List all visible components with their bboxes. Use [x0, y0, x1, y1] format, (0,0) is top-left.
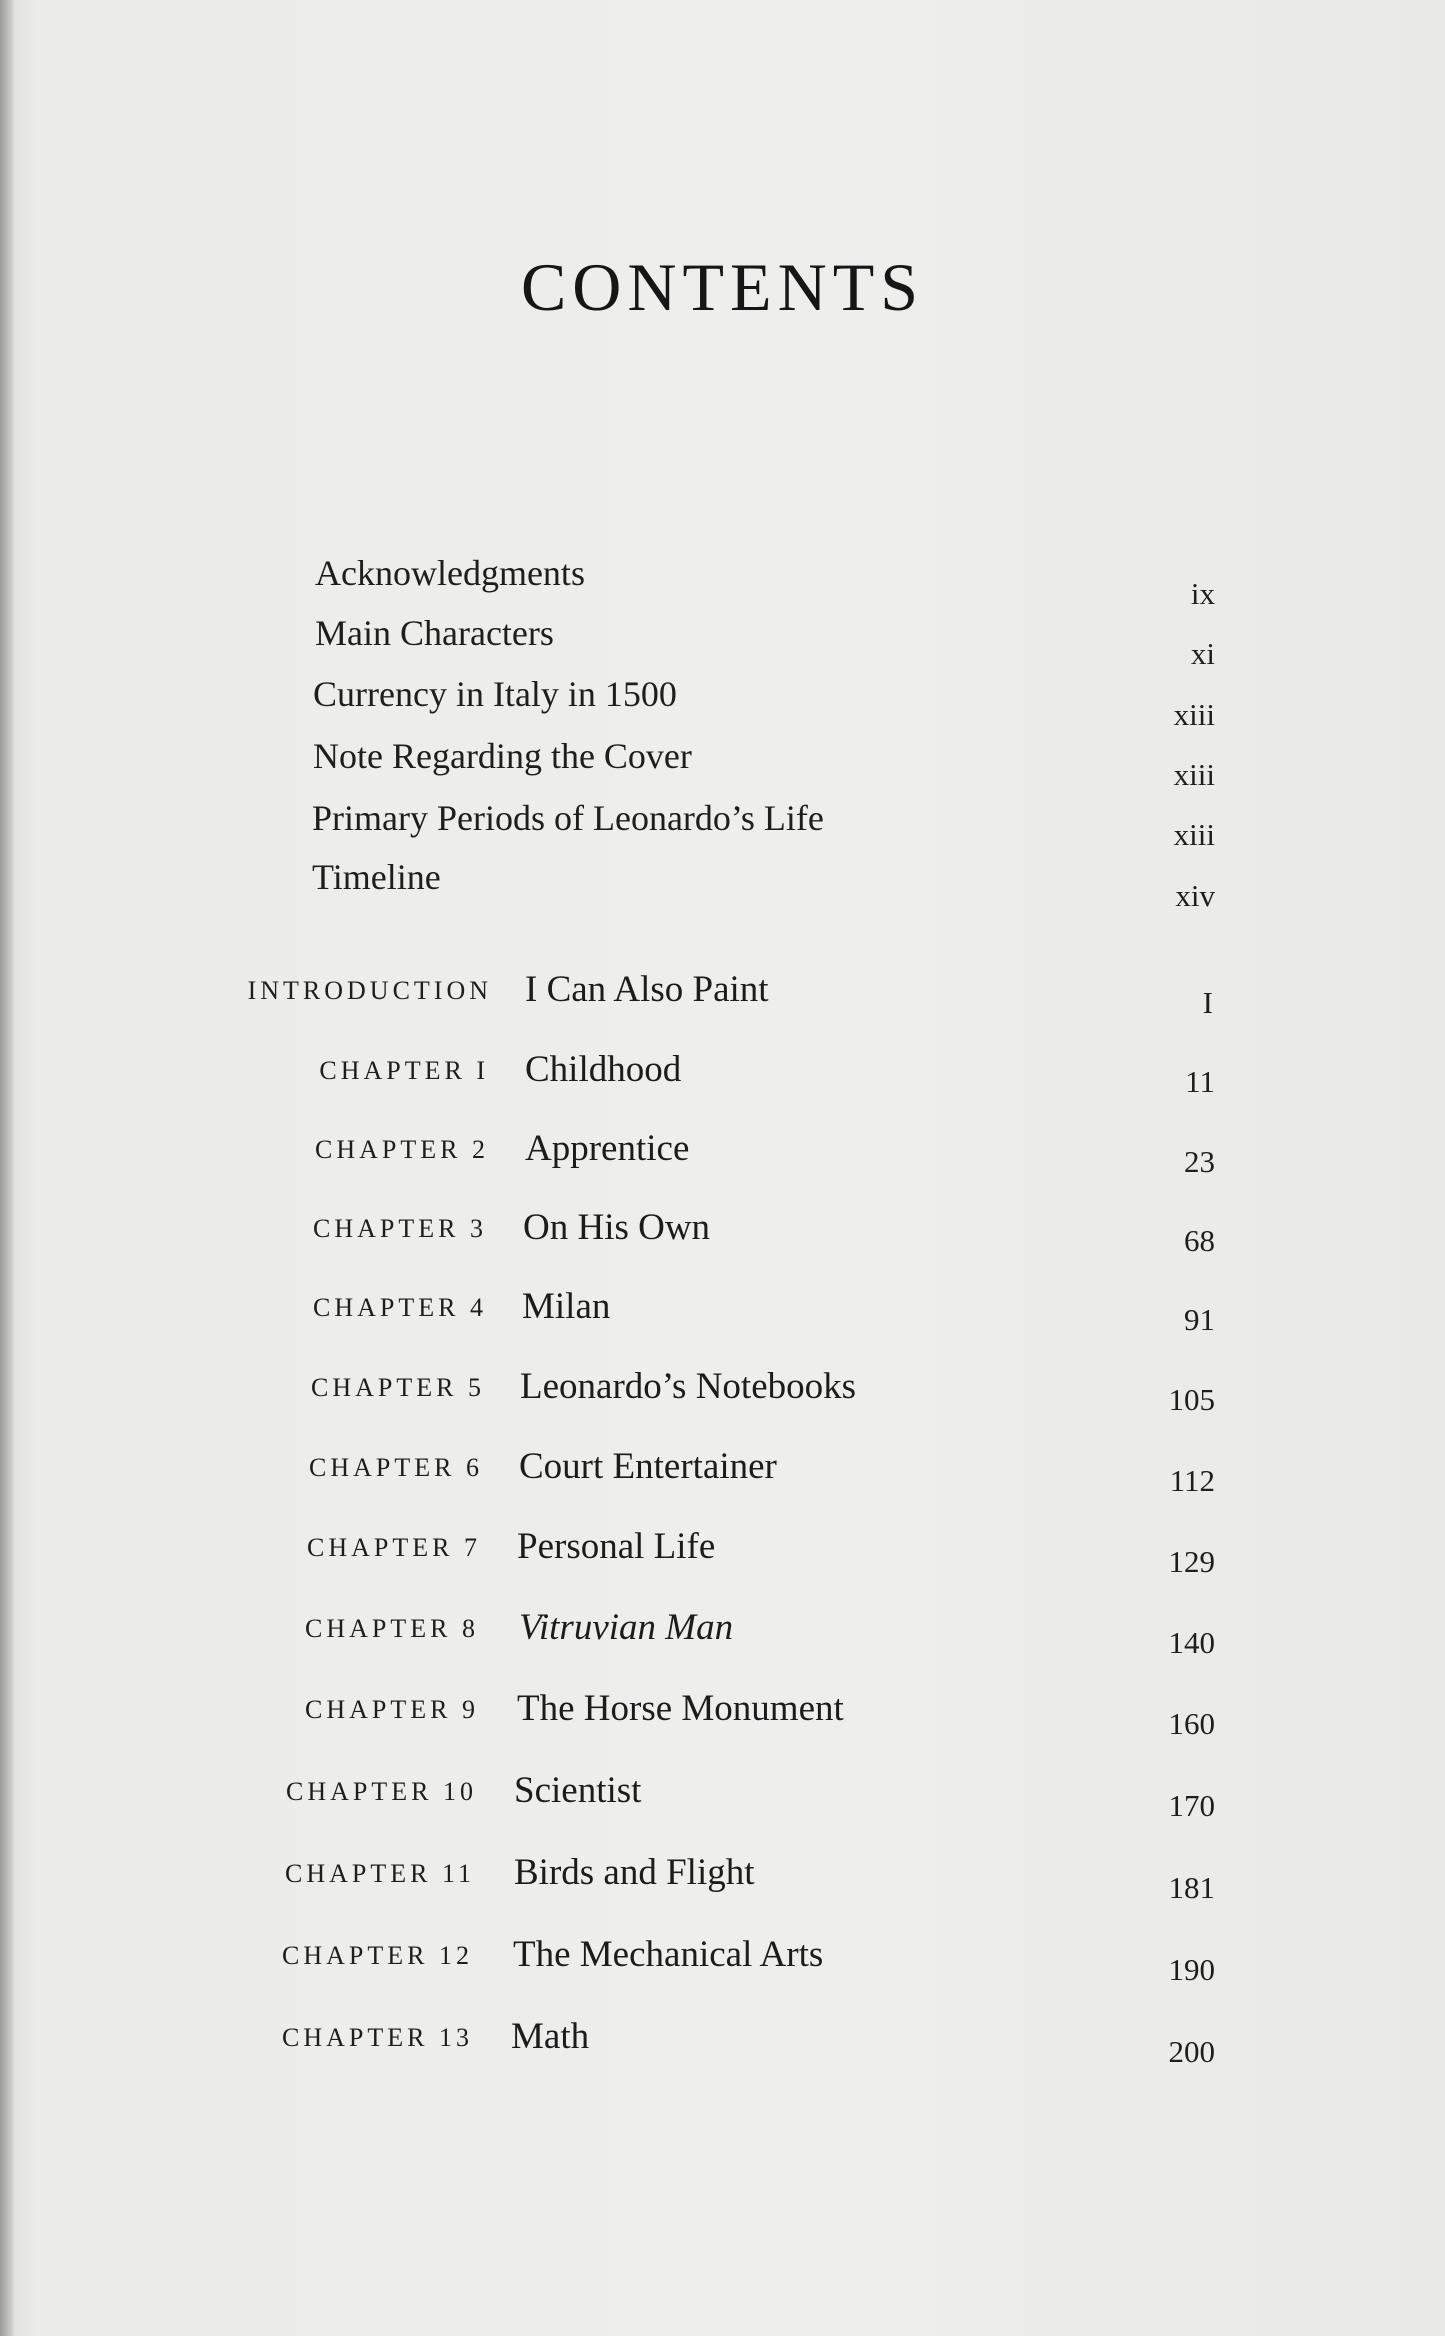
- chapter-title: Personal Life: [517, 1526, 716, 1567]
- chapter-title: Scientist: [514, 1770, 642, 1811]
- chapter-label: CHAPTER 7: [307, 1533, 481, 1562]
- chapter-title: Math: [511, 2016, 590, 2057]
- chapter-label: CHAPTER 8: [305, 1614, 479, 1643]
- chapter-page: 68: [1184, 1223, 1215, 1258]
- chapter-title: Birds and Flight: [514, 1852, 755, 1893]
- front-matter-page: xiii: [1173, 817, 1215, 852]
- page-gutter-shadow: [0, 0, 14, 2336]
- chapter-label: CHAPTER I: [319, 1056, 489, 1085]
- chapter-label: CHAPTER 12: [282, 1941, 473, 1970]
- front-matter-title: Primary Periods of Leonardo’s Life: [312, 798, 824, 838]
- front-matter-page: ix: [1190, 576, 1215, 611]
- chapter-page: 91: [1184, 1302, 1215, 1337]
- chapter-page: 140: [1168, 1625, 1215, 1660]
- chapter-page: 170: [1168, 1788, 1215, 1823]
- chapter-label: CHAPTER 10: [286, 1777, 477, 1806]
- front-matter-title: Note Regarding the Cover: [313, 736, 692, 776]
- chapter-page: 11: [1185, 1064, 1215, 1099]
- front-matter-page: xiv: [1175, 878, 1215, 913]
- front-matter-title: Main Characters: [315, 613, 554, 653]
- chapter-label: CHAPTER 3: [313, 1214, 487, 1243]
- chapter-label: CHAPTER 5: [311, 1373, 485, 1402]
- front-matter-title: Timeline: [312, 857, 441, 897]
- chapter-label: CHAPTER 13: [282, 2023, 473, 2052]
- chapter-title: Apprentice: [525, 1128, 690, 1169]
- chapter-page: 23: [1184, 1144, 1215, 1179]
- chapter-title: The Horse Monument: [517, 1688, 844, 1729]
- front-matter-title: Currency in Italy in 1500: [313, 674, 677, 714]
- front-matter-title: Acknowledgments: [315, 553, 585, 593]
- chapter-page: 181: [1168, 1870, 1215, 1905]
- chapter-page: 190: [1168, 1952, 1215, 1987]
- page-title: CONTENTS: [520, 249, 925, 325]
- chapter-title: I Can Also Paint: [525, 969, 769, 1010]
- chapter-title: Childhood: [525, 1049, 682, 1090]
- chapter-page: 160: [1168, 1706, 1215, 1741]
- chapter-title: The Mechanical Arts: [513, 1934, 824, 1975]
- chapter-label: CHAPTER 6: [309, 1453, 483, 1482]
- chapter-page: 200: [1168, 2034, 1215, 2069]
- front-matter-page: xiii: [1173, 697, 1215, 732]
- chapter-label: CHAPTER 11: [285, 1859, 475, 1888]
- chapter-label: CHAPTER 9: [305, 1695, 479, 1724]
- chapter-page: 129: [1168, 1544, 1215, 1579]
- front-matter-page: xiii: [1173, 757, 1215, 792]
- front-matter-page: xi: [1190, 636, 1215, 671]
- chapter-page: 105: [1168, 1382, 1215, 1417]
- chapter-page: I: [1202, 985, 1213, 1020]
- chapter-label: CHAPTER 4: [313, 1293, 487, 1322]
- chapter-title: Vitruvian Man: [519, 1607, 734, 1648]
- chapter-page: 112: [1169, 1463, 1215, 1498]
- chapter-label: INTRODUCTION: [247, 976, 492, 1005]
- chapter-title: On His Own: [523, 1207, 711, 1248]
- chapter-title: Leonardo’s Notebooks: [520, 1366, 857, 1407]
- chapter-label: CHAPTER 2: [315, 1135, 489, 1164]
- chapter-title: Court Entertainer: [519, 1446, 777, 1487]
- chapter-title: Milan: [522, 1286, 611, 1327]
